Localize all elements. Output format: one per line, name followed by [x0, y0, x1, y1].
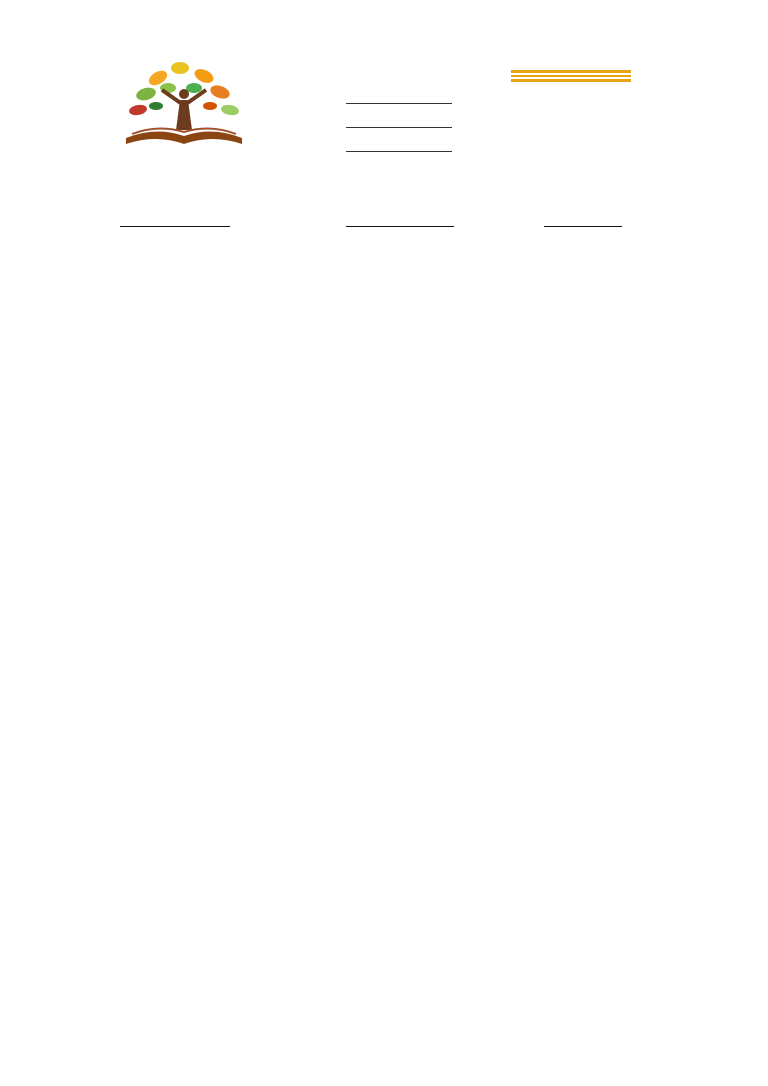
- date-row: [264, 136, 452, 160]
- name-row: [264, 88, 452, 112]
- class-row: [264, 112, 452, 136]
- day-field: [120, 210, 230, 227]
- brand-bars: [511, 70, 631, 82]
- class-line[interactable]: [346, 127, 452, 128]
- worksheet-house-logo-icon: [118, 60, 250, 170]
- day-line[interactable]: [120, 210, 230, 227]
- brand: [492, 68, 650, 84]
- urdu-name-line[interactable]: [544, 210, 622, 227]
- date-line[interactable]: [346, 151, 452, 152]
- urdu-name-field: [544, 210, 622, 227]
- name-line[interactable]: [346, 103, 452, 104]
- info-fields: [264, 88, 452, 160]
- urdu-fields: [120, 210, 660, 240]
- urdu-date-field: [346, 210, 454, 227]
- urdu-date-line[interactable]: [346, 210, 454, 227]
